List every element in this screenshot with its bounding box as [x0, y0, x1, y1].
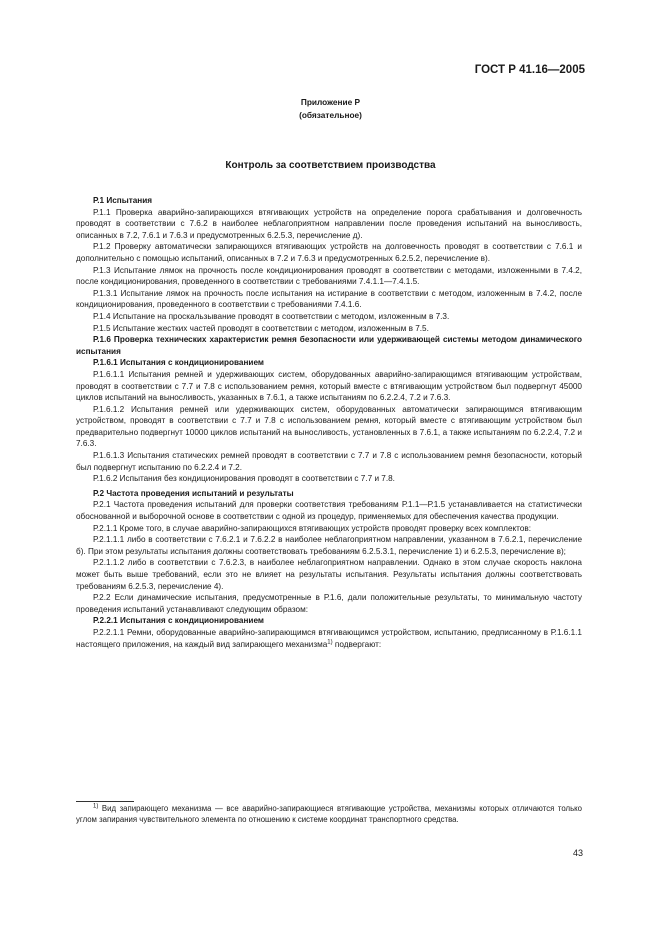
paragraph — [76, 265, 582, 288]
paragraph — [76, 499, 582, 522]
page-title: Контроль за соответствием производства — [225, 160, 436, 171]
paragraph — [76, 557, 582, 592]
paragraph-text: Р.2.1 Частота проведения испытаний для проверки соответствия требованиям Р.1.1—Р.1.5 устанавливается на статистически обоснованной и выборочной основе в соответствии с одной из процедур, применяемых для обеспечения качества продукции. — [76, 500, 582, 522]
paragraph-text: Р.2.2.1 Испытания с кондиционированием — [93, 616, 264, 626]
paragraph-text: Р.1.6.1.1 Испытания ремней и удерживающих систем, оборудованных аварийно-запирающимся втягивающим устройствам, проводят в соответствии с 7.7 и 7.8 с использованием ремня, который вместе с втягивающим устройством был подвергнут 45000 циклов испытаний на выносливость, указанных в 7.6.1, а также испытаниям по 6.2.2.4, 7.2 и 7.6.3. — [76, 369, 582, 403]
footnote-divider — [76, 801, 134, 802]
footnote-mark: 1) — [93, 803, 99, 810]
paragraph-text: Р.1.6.1 Испытания с кондиционированием — [93, 358, 264, 368]
paragraph-text: Р.2.1.1.2 либо в соответствии с 7.6.2.3, в наиболее неблагоприятном направлении. Однако в этом случае скорость наклона может быть выше требований, если это не влияет на результаты испытания. Результаты испытания должны соответствовать требованиям 6.2.5.3, перечисление 4). — [76, 558, 582, 591]
paragraph — [76, 473, 582, 485]
paragraph — [76, 288, 582, 311]
paragraph-text: Р.2.2 Если динамические испытания, предусмотренные в Р.1.6, дали положительные результаты, то минимальную частоту проведения испытаний устанавливают следующим образом: — [76, 593, 582, 614]
section-heading — [76, 488, 582, 500]
footnote — [76, 803, 582, 825]
paragraph — [76, 523, 582, 535]
appendix-status: (обязательное) — [299, 110, 362, 120]
paragraph — [76, 534, 582, 557]
paragraph-text: Р.1.6.1.3 Испытания статических ремней проводят в соответствии с 7.7 и 7.8 с использованием ремня безопасности, который был подвергнут испытанию по 6.2.2.4 и 7.2. — [76, 451, 582, 472]
document-header: ГОСТ Р 41.16—2005 — [474, 64, 585, 76]
paragraph — [76, 241, 582, 264]
paragraph-text: Р.2.1.1 Кроме того, в случае аварийно-запирающихся втягивающих устройств проводят проверку всех комплектов: — [93, 523, 532, 533]
paragraph-text: Р.1.4 Испытание на проскальзывание проводят в соответствии с методом, изложенным в 7.3. — [93, 311, 450, 321]
paragraph-text: Р.1.5 Испытание жестких частей проводят в соответствии с методом, изложенным в 7.5. — [93, 323, 429, 333]
paragraph — [76, 450, 582, 473]
paragraph — [76, 592, 582, 615]
paragraph-text-tail: подвергают: — [332, 639, 382, 649]
paragraph-text: Р.1.1 Проверка аварийно-запирающихся втягивающих устройств на определение порога срабатывания и долговечность проводят в соответствии с 7.6.2 в наиболее неблагоприятном направлении после проведения испытаний на выносливость, описанных в 7.2, 7.6.1 и 7.6.3 и предусмотренных 6.2.5.3, перечисление д). — [76, 207, 582, 240]
page-number: 43 — [572, 848, 583, 858]
paragraph-text: Р.1.6.2 Испытания без кондиционирования проводят в соответствии с 7.7 и 7.8. — [93, 474, 395, 484]
appendix-label: Приложение Р — [300, 97, 361, 107]
footnote-reference: 1) — [327, 638, 333, 645]
paragraph-text: Р.2 Частота проведения испытаний и результаты — [93, 488, 294, 498]
paragraph-text: Р.1.2 Проверку автоматически запирающихся втягивающих устройств на долговечность проводят в соответствии с 7.6.1 и дополнительно с помощью испытаний, описанных в 7.2 и 7.6.3 и предусмотренных 6.2.5.2, перечисление в). — [76, 242, 582, 263]
paragraph-text: Р.1.6.1.2 Испытания ремней или удерживающих систем, оборудованных автоматически запирающимся втягивающим устройством, проводят в соответствии с 7.7 и 7.8 с использованием ремня, который вместе с втягивающим устройством был предварительно подвергнут 10000 циклов испытаний на выносливость, установленных в 7.6.1, а также испытаниям по 6.2.2.4, 7.2 и 7.6.3. — [76, 404, 582, 449]
paragraph-text: Р.1 Испытания — [93, 196, 153, 205]
paragraph — [76, 627, 582, 650]
paragraph-text: Р.1.6 Проверка технических характеристик ремня безопасности или удерживающей системы методом динамического испытания — [76, 335, 582, 356]
paragraph — [76, 207, 582, 242]
paragraph-text: Р.1.3 Испытание лямок на прочность после кондиционирования проводят в соответствии с методами, изложенными в 7.4.2, после кондиционирования, проведенного в соответствии с требованиями 7.4.1.1—7.4.1.5. — [76, 265, 582, 287]
paragraph-text: Р.2.1.1.1 либо в соответствии с 7.6.2.1 и 7.6.2.2 в наиболее неблагоприятном направлении, указанном в 7.6.2.1, перечисление б). При этом результаты испытания должны соответствовать требованиям 6.2.5.3.1, перечисление 1) и 6.2.5.3, перечисление в); — [76, 535, 582, 556]
paragraph — [76, 323, 582, 335]
paragraph — [76, 311, 582, 323]
subsection-heading — [76, 615, 582, 627]
paragraph-text: Р.2.2.1.1 Ремни, оборудованные аварийно-запирающимся втягивающимся устройством, испытанию, предписанному в Р.1.6.1.1 настоящего приложения, на каждый вид запирающего механизма — [76, 627, 582, 649]
paragraph — [76, 404, 582, 450]
footnote-text: Вид запирающего механизма — все аварийно-запирающиеся втягивающие устройства, механизмы которых отличаются только углом запирания чувствительного элемента по отношению к системе координат транспортного средства. — [76, 804, 582, 825]
subsection-heading — [76, 334, 582, 357]
paragraph-text: Р.1.3.1 Испытание лямок на прочность после испытания на истирание в соответствии с методом, изложенным в 7.4.2, после кондиционирования, проведенного в соответствии с требованиями 7.4.1.6. — [76, 288, 582, 310]
section-heading — [76, 195, 582, 207]
document-body — [76, 192, 582, 650]
paragraph — [76, 369, 582, 404]
subsection-heading — [76, 357, 582, 369]
